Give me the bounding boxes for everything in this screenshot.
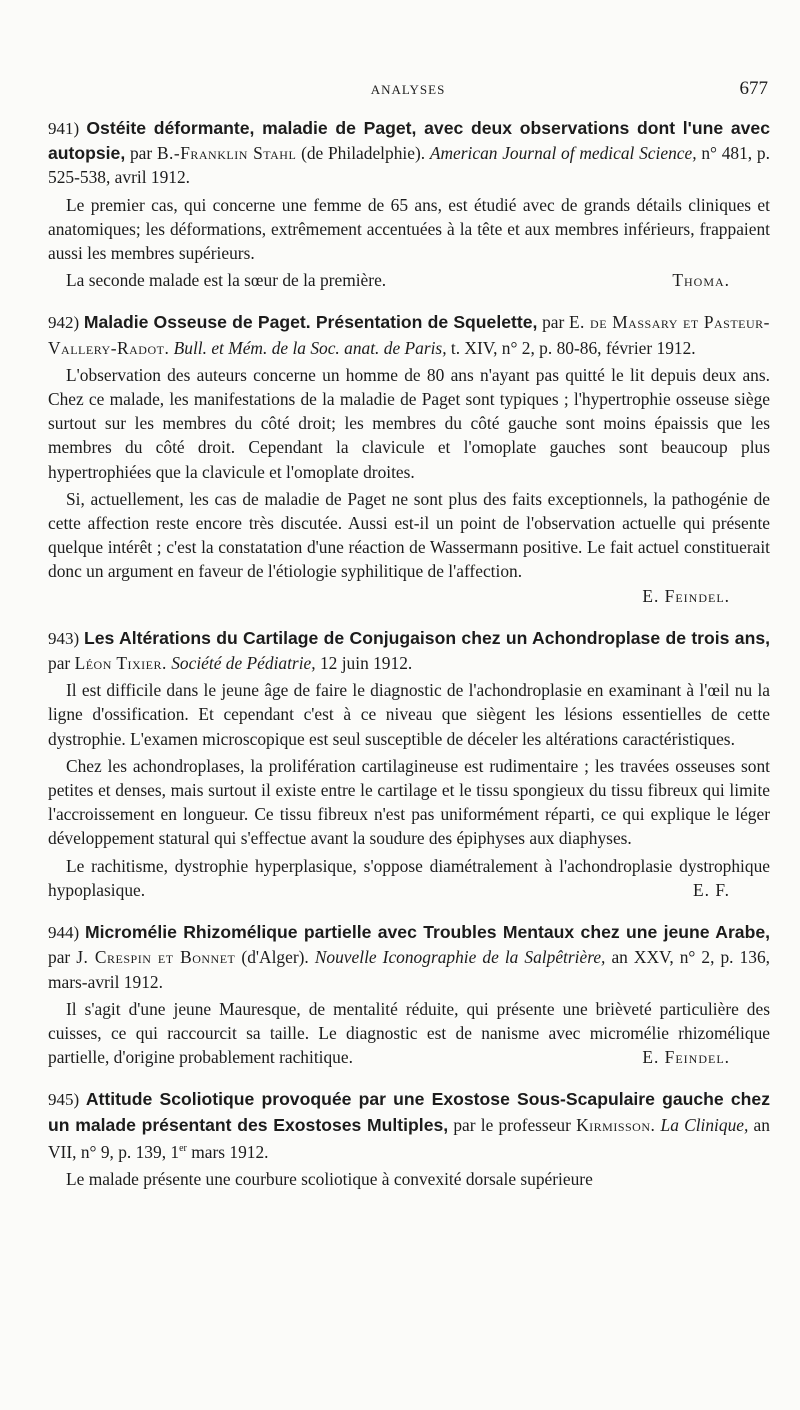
paragraph-text: Le rachitisme, dystrophie hyperplasique, s'oppose diamétralement à l'achondroplasie dystrophique hypoplasique.	[48, 855, 770, 900]
article-number: 941)	[48, 119, 80, 138]
article-details: n° 481, p. 525-538, avril 1912.	[48, 143, 770, 188]
article-title: Attitude Scoliotique provoquée par une Exostose Sous-Scapulaire gauche chez un malade présentant des Exostoses Multiples,	[48, 1089, 770, 1135]
article-signature: E. F.	[693, 879, 730, 900]
page-header	[48, 78, 768, 98]
article-journal: Bull. et Mém. de la Soc. anat. de Paris,	[173, 337, 447, 358]
article-943	[48, 626, 770, 902]
details-text: an VII, n° 9, p. 139, 1	[48, 1114, 770, 1162]
paragraph: Le malade présente une courbure scoliotique à convexité dorsale supérieure	[66, 1168, 593, 1189]
article-number: 945)	[48, 1090, 80, 1110]
by-label: par	[542, 312, 565, 333]
paragraph: Chez les achondroplases, la prolifération cartilagineuse est rudimentaire ; les travées osseuses sont petites et denses, mais surtout il existe entre le cartilage et le tissu spongieux du tissu fibreux qui limite l'accroissement en longueur. Ce tissu fibreux n'est pas uniformément réparti, ce qui explique le léger développement statural qui s'effectue avant la soudure des épiphyses aux diaphyses.	[48, 755, 770, 849]
paragraph: Il est difficile dans le jeune âge de faire le diagnostic de l'achondroplasie en examinant à l'œil nu la ligne d'ossification. Et cependant c'est à ce niveau que siègent les lésions essentielles de cette dystrophie. L'examen microscopique est seul susceptible de déceler les altérations caractéristiques.	[48, 680, 770, 749]
article-journal: La Clinique,	[660, 1114, 749, 1135]
article-941	[48, 116, 770, 292]
article-journal: Société de Pédiatrie,	[171, 653, 316, 674]
article-reference	[48, 920, 770, 994]
paragraph-text: La seconde malade est la sœur de la première.	[66, 270, 387, 291]
by-label: par	[129, 143, 153, 164]
article-title: Les Altérations du Cartilage de Conjugaison chez un Achondroplase de trois ans,	[83, 627, 770, 648]
article-details: an XXV, n° 2, p. 136, mars-avril 1912.	[48, 947, 770, 992]
article-signature: E. Feindel.	[642, 585, 730, 606]
article-affiliation: (de Philadelphie).	[301, 143, 426, 164]
by-label: par	[48, 653, 71, 674]
article-authors: Léon Tixier.	[74, 653, 167, 674]
article-authors: E. de Massary et Pasteur-Vallery-Radot.	[48, 312, 770, 358]
page-number: 677	[739, 78, 768, 99]
details-text: mars 1912.	[186, 1141, 269, 1162]
paragraph	[48, 854, 770, 902]
article-journal: American Journal of medical Science,	[429, 143, 697, 164]
article-reference	[48, 116, 770, 190]
article-945	[48, 1087, 770, 1191]
by-label: par	[48, 947, 71, 968]
paragraph	[48, 268, 770, 292]
article-reference	[48, 310, 770, 359]
article-affiliation: (d'Alger).	[241, 947, 309, 968]
paragraph: Le premier cas, qui concerne une femme de 65 ans, est étudié avec de grands détails cliniques et anatomiques; les déformations, extrêmement accentuées à la tête et aux membres inférieurs, frappaient aussi les membres supérieurs.	[48, 194, 770, 264]
article-title: Ostéite déformante, maladie de Paget, avec deux observations dont l'une avec autopsie,	[48, 118, 770, 164]
article-title: Micromélie Rhizomélique partielle avec Troubles Mentaux chez une jeune Arabe,	[84, 922, 770, 943]
running-head: ANALYSES	[370, 82, 446, 97]
article-authors: B.-Franklin Stahl	[156, 143, 297, 164]
article-authors: J. Crespin et Bonnet	[76, 947, 236, 968]
article-reference	[48, 626, 770, 675]
superscript: er	[179, 1142, 187, 1154]
article-authors: Kirmisson.	[576, 1114, 656, 1135]
paragraph: Si, actuellement, les cas de maladie de Paget ne sont plus des faits exceptionnels, la pathogénie de cette affection reste encore très discutée. Aussi est-il un point de l'observation actuelle qui présente quelque intérêt ; c'est la constatation d'une réaction de Wassermann positive. Le fait actuel constituerait donc un argument en faveur de l'étiologie syphilitique de l'affection.	[48, 488, 770, 582]
article-details: t. XIV, n° 2, p. 80-86, février 1912.	[450, 337, 696, 358]
article-details: 12 juin 1912.	[319, 653, 413, 674]
article-list	[48, 116, 770, 1209]
article-number: 942)	[48, 313, 80, 333]
article-title: Maladie Osseuse de Paget. Présentation de Squelette,	[83, 312, 538, 333]
paragraph: L'observation des auteurs concerne un homme de 80 ans n'ayant pas quitté le lit depuis deux ans. Chez ce malade, les manifestations de la maladie de Paget sont typiques ; l'hypertrophie osseuse siège surtout sur les membres du côté droit; les membres du côté gauche sont moins épaissis que les membres du côté droit. Cependant la clavicule et l'omoplate gauches sont beaucoup plus hypertrophiées que la clavicule et l'omoplate droites.	[48, 364, 770, 482]
article-reference	[48, 1087, 770, 1163]
paragraph-text: Il s'agit d'une jeune Mauresque, de mentalité réduite, qui présente une brièveté particulière des cuisses, ce qui raccourcit sa taille. Le diagnostic est de nanisme avec micromélie rhizomélique partielle, d'origine probablement rachitique.	[48, 998, 770, 1068]
article-signature: E. Feindel.	[642, 1047, 730, 1068]
article-942	[48, 310, 770, 607]
article-number: 943)	[48, 628, 80, 648]
paragraph	[48, 997, 770, 1070]
by-label: par le professeur	[453, 1114, 571, 1135]
article-number: 944)	[48, 923, 80, 943]
article-journal: Nouvelle Iconographie de la Salpêtrière,	[314, 947, 606, 968]
article-signature: Thoma.	[672, 270, 730, 291]
article-944	[48, 920, 770, 1069]
